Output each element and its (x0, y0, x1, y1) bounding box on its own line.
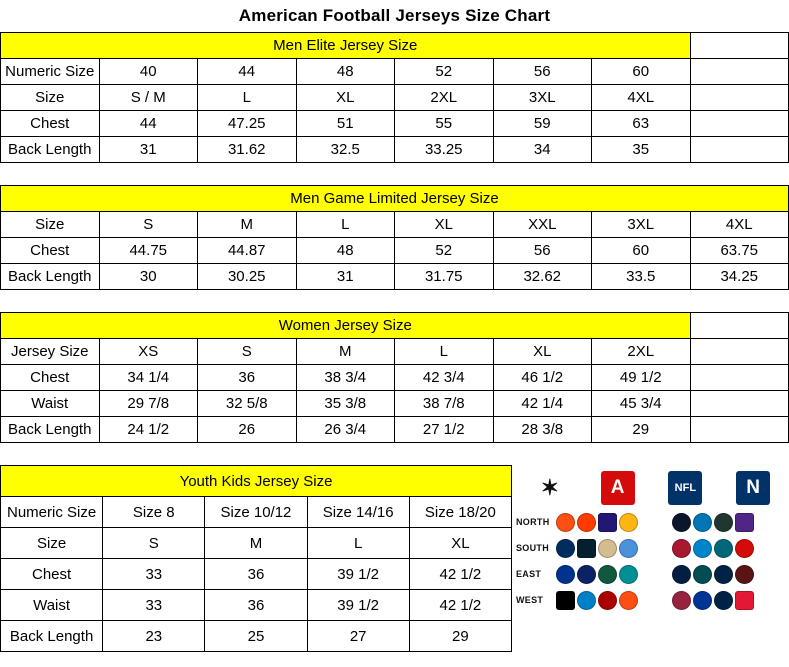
table-row (1, 137, 789, 163)
cell: 28 3/8 (493, 417, 592, 443)
buccaneers-icon (735, 539, 754, 558)
cell: Size 14/16 (307, 497, 409, 528)
cell: L (395, 339, 494, 365)
bears-icon (672, 513, 691, 532)
cell: 60 (592, 59, 691, 85)
giants-icon (577, 565, 596, 584)
cell: 29 7/8 (99, 391, 198, 417)
table-youth-kids (0, 465, 512, 652)
chargers-icon (577, 591, 596, 610)
table-men-game-limited (0, 185, 789, 290)
cell: 63 (592, 111, 691, 137)
cell: 39 1/2 (307, 559, 409, 590)
cell: 29 (592, 417, 691, 443)
dolphins-icon (619, 565, 638, 584)
49ers-icon (598, 591, 617, 610)
cowboys-icon (672, 565, 691, 584)
section-heading-men-elite: Men Elite Jersey Size (1, 33, 691, 59)
division-row-south (516, 535, 787, 561)
vikings-icon (735, 513, 754, 532)
cell-empty (690, 417, 789, 443)
afc-logo-icon: A (601, 471, 635, 505)
chiefs-icon (735, 591, 754, 610)
raiders-icon (556, 591, 575, 610)
cell: 31 (296, 264, 395, 290)
cell: 2XL (592, 339, 691, 365)
cell: Size 8 (103, 497, 205, 528)
nfc-east-teams (672, 565, 778, 584)
cell: 25 (205, 621, 307, 652)
cell-empty (690, 85, 789, 111)
row-label: Chest (1, 365, 100, 391)
cell: L (296, 212, 395, 238)
cell: 24 1/2 (99, 417, 198, 443)
division-label: SOUTH (516, 543, 549, 553)
cell: 2XL (395, 85, 494, 111)
section-heading-youth: Youth Kids Jersey Size (1, 466, 512, 497)
nfc-north-teams (672, 513, 778, 532)
table-row (1, 264, 789, 290)
page-title-text: American Football Jerseys Size Chart (238, 6, 551, 25)
cell: 52 (395, 238, 494, 264)
afc-south-teams (556, 539, 662, 558)
row-label: Back Length (1, 417, 100, 443)
jets-icon (598, 565, 617, 584)
table-row (1, 528, 512, 559)
cell: 51 (296, 111, 395, 137)
packers-icon (714, 513, 733, 532)
cell-empty (690, 365, 789, 391)
rams-icon (693, 591, 712, 610)
row-label: Numeric Size (1, 497, 103, 528)
cell: L (198, 85, 297, 111)
table-row (1, 590, 512, 621)
youth-side (0, 465, 512, 652)
row-label: Chest (1, 111, 100, 137)
table-row (1, 559, 512, 590)
cell: S / M (99, 85, 198, 111)
cell: S (103, 528, 205, 559)
table-row (1, 339, 789, 365)
cell: L (307, 528, 409, 559)
afc-east-teams (556, 565, 662, 584)
lions-icon (693, 513, 712, 532)
cell: 42 1/2 (409, 590, 511, 621)
broncos-icon (619, 591, 638, 610)
cell: 29 (409, 621, 511, 652)
nfc-logo-icon: N (736, 471, 770, 505)
section-heading-row (1, 33, 789, 59)
cell: XL (395, 212, 494, 238)
cell: M (205, 528, 307, 559)
cell: 40 (99, 59, 198, 85)
page-title (0, 0, 789, 32)
cell: 3XL (592, 212, 691, 238)
section-heading-women: Women Jersey Size (1, 313, 691, 339)
cell: 31 (99, 137, 198, 163)
nfc-south-teams (672, 539, 778, 558)
cell: 31.75 (395, 264, 494, 290)
table-row (1, 365, 789, 391)
cell: 60 (592, 238, 691, 264)
commanders-icon (735, 565, 754, 584)
cell: 39 1/2 (307, 590, 409, 621)
table-women (0, 312, 789, 443)
cell: XL (409, 528, 511, 559)
ravens-icon (598, 513, 617, 532)
cell: M (296, 339, 395, 365)
section-heading-row (1, 313, 789, 339)
row-label: Waist (1, 391, 100, 417)
row-label: Back Length (1, 264, 100, 290)
cell: Size 10/12 (205, 497, 307, 528)
panthers-icon (693, 539, 712, 558)
table-row (1, 85, 789, 111)
section-gap (0, 163, 789, 185)
cell: 42 3/4 (395, 365, 494, 391)
cell: 4XL (592, 85, 691, 111)
cell: 35 (592, 137, 691, 163)
cell: XS (99, 339, 198, 365)
colts-icon (556, 539, 575, 558)
cell: 42 1/2 (409, 559, 511, 590)
table-row (1, 497, 512, 528)
cell: 36 (205, 559, 307, 590)
cell: 52 (395, 59, 494, 85)
cell: XL (296, 85, 395, 111)
afc-north-teams (556, 513, 662, 532)
cell: 44.75 (99, 238, 198, 264)
cell: S (99, 212, 198, 238)
cell: 36 (205, 590, 307, 621)
table-row (1, 111, 789, 137)
section-gap (0, 443, 789, 465)
cell: M (198, 212, 297, 238)
cell: 33 (103, 590, 205, 621)
row-label: Size (1, 528, 103, 559)
cell: 47.25 (198, 111, 297, 137)
bengals-icon (556, 513, 575, 532)
cell: XXL (493, 212, 592, 238)
cell: 44 (99, 111, 198, 137)
falcons-icon (672, 539, 691, 558)
youth-and-logos (0, 465, 789, 652)
cell: 3XL (493, 85, 592, 111)
table-row (1, 391, 789, 417)
cell: 4XL (690, 212, 789, 238)
cell: 34 (493, 137, 592, 163)
table-row (1, 238, 789, 264)
section-heading-row (1, 186, 789, 212)
patriots-icon (714, 565, 733, 584)
cell: 33.25 (395, 137, 494, 163)
cell: 35 3/8 (296, 391, 395, 417)
cell: 48 (296, 238, 395, 264)
cell: 36 (198, 365, 297, 391)
seahawks-icon (714, 591, 733, 610)
row-label: Waist (1, 590, 103, 621)
division-row-west (516, 587, 787, 613)
cell: 56 (493, 59, 592, 85)
cell: 33.5 (592, 264, 691, 290)
cell: 44.87 (198, 238, 297, 264)
cell: 31.62 (198, 137, 297, 163)
section-heading-men-game-limited: Men Game Limited Jersey Size (1, 186, 789, 212)
cell: 34 1/4 (99, 365, 198, 391)
row-label: Jersey Size (1, 339, 100, 365)
cell: 44 (198, 59, 297, 85)
steelers-icon (619, 513, 638, 532)
row-label: Back Length (1, 621, 103, 652)
section-gap (0, 290, 789, 312)
division-row-north (516, 509, 787, 535)
cell: XL (493, 339, 592, 365)
cell: 23 (103, 621, 205, 652)
cell-empty (690, 339, 789, 365)
cell: Size 18/20 (409, 497, 511, 528)
row-label: Size (1, 212, 100, 238)
cell: 49 1/2 (592, 365, 691, 391)
cell-empty (690, 111, 789, 137)
table-row (1, 212, 789, 238)
nfl-star-burst-icon: ✶ (540, 475, 560, 500)
afc-west-teams (556, 591, 662, 610)
cell-empty (690, 59, 789, 85)
cell: 32.62 (493, 264, 592, 290)
titans-icon (619, 539, 638, 558)
table-row (1, 621, 512, 652)
texans-icon (577, 539, 596, 558)
cell: 45 3/4 (592, 391, 691, 417)
conference-badges-row (516, 469, 787, 507)
browns-icon (577, 513, 596, 532)
cell: 59 (493, 111, 592, 137)
cell: 38 7/8 (395, 391, 494, 417)
cell: 33 (103, 559, 205, 590)
table-row (1, 417, 789, 443)
cardinals-icon (672, 591, 691, 610)
division-row-east (516, 561, 787, 587)
nfl-logos-panel (512, 465, 789, 615)
bills-icon (556, 565, 575, 584)
cell: 42 1/4 (493, 391, 592, 417)
cell: S (198, 339, 297, 365)
row-label: Chest (1, 559, 103, 590)
cell: 30.25 (198, 264, 297, 290)
row-label: Chest (1, 238, 100, 264)
cell: 48 (296, 59, 395, 85)
cell: 55 (395, 111, 494, 137)
nfc-west-teams (672, 591, 778, 610)
eagles-icon (693, 565, 712, 584)
cell-empty (690, 391, 789, 417)
cell: 30 (99, 264, 198, 290)
row-label: Size (1, 85, 100, 111)
saints-icon (598, 539, 617, 558)
cell-empty (690, 137, 789, 163)
division-label: NORTH (516, 517, 550, 527)
cell: 26 (198, 417, 297, 443)
row-label: Back Length (1, 137, 100, 163)
table-row (1, 59, 789, 85)
cell: 63.75 (690, 238, 789, 264)
division-label: WEST (516, 595, 544, 605)
cell: 27 (307, 621, 409, 652)
cell: 46 1/2 (493, 365, 592, 391)
cell: 27 1/2 (395, 417, 494, 443)
cell: 32.5 (296, 137, 395, 163)
division-label: EAST (516, 569, 542, 579)
cell: 34.25 (690, 264, 789, 290)
jaguars-icon (714, 539, 733, 558)
cell: 32 5/8 (198, 391, 297, 417)
cell: 38 3/4 (296, 365, 395, 391)
nfl-shield-logo-icon: NFL (668, 471, 702, 505)
table-men-elite (0, 32, 789, 163)
cell: 26 3/4 (296, 417, 395, 443)
row-label: Numeric Size (1, 59, 100, 85)
section-heading-row (1, 466, 512, 497)
cell: 56 (493, 238, 592, 264)
